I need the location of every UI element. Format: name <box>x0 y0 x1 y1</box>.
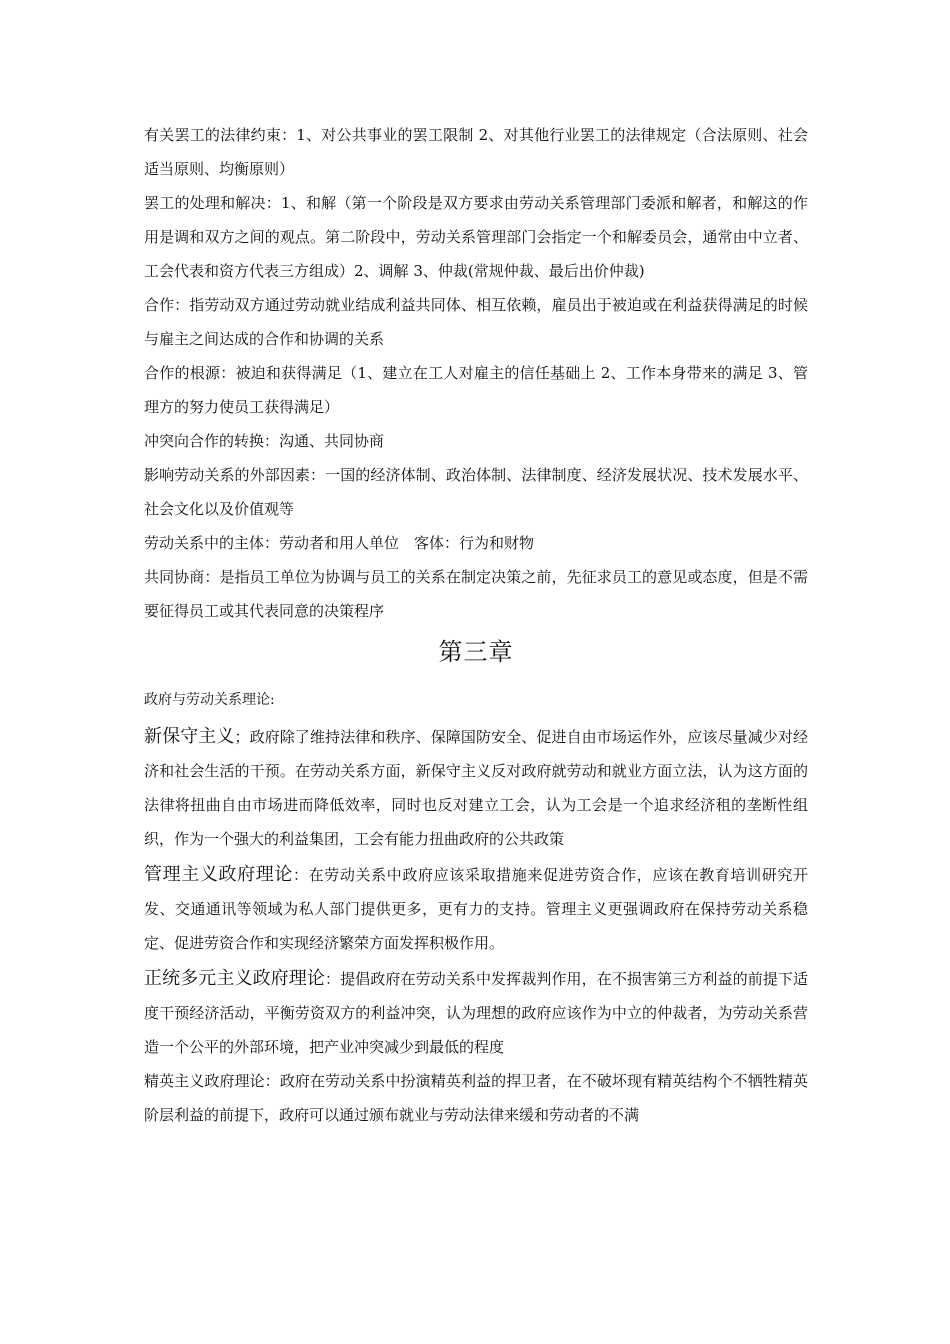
paragraph-subjects: 劳动关系中的主体：劳动者和用人单位 客体：行为和财物 <box>144 534 535 552</box>
paragraph-strike-law: 有关罢工的法律约束：1、对公共事业的罢工限制 2、对其他行业罢工的法律规定（合法原则、社会适当原则、均衡原则） <box>144 126 808 178</box>
paragraph-external-factors: 影响劳动关系的外部因素：一国的经济体制、政治体制、法律制度、经济发展状况、技术发展水平、社会文化以及价值观等 <box>144 466 808 518</box>
text-managerialism: ：在劳动关系中政府应该采取措施来促进劳资合作，应该在教育培训研究开发、交通通讯等领域为私人部门提供更多，更有力的支持。管理主义更强调政府在保持劳动关系稳定、促进劳资合作和实现经济繁荣方面发挥积极作用。 <box>144 866 808 952</box>
chapter-title: 第三章 <box>438 638 514 666</box>
paragraph-orthodox-pluralism <box>144 962 808 1064</box>
text-orthodox-pluralism: ：提倡政府在劳动关系中发挥裁判作用，在不损害第三方利益的前提下适度干预经济活动，平衡劳资双方的利益冲突，认为理想的政府应该作为中立的仲裁者，为劳动关系营造一个公平的外部环境，把产业冲突减少到最低的程度 <box>144 970 809 1056</box>
text-neo-conservatism: ；政府除了维持法律和秩序、保障国防安全、促进自由市场运作外，应该尽量减少对经济和社会生活的干预。在劳动关系方面，新保守主义反对政府就劳动和就业方面立法，认为这方面的法律将扭曲自由市场进而降低效率，同时也反对建立工会，认为工会是一个追求经济租的垄断性组织，作为一个强大的利益集团，工会有能力扭曲政府的公共政策 <box>144 728 808 848</box>
term-orthodox-pluralism: 正统多元主义政府理论 <box>144 968 325 989</box>
paragraph-cooperation: 合作：指劳动双方通过劳动就业结成利益共同体、相互依赖，雇员出于被迫或在利益获得满足的时候与雇主之间达成的合作和协调的关系 <box>144 296 808 348</box>
paragraph-cooperation-roots: 合作的根源：被迫和获得满足（1、建立在工人对雇主的信任基础上 2、工作本身带来的满足 3、管理方的努力使员工获得满足） <box>144 364 808 416</box>
paragraph-neo-conservatism <box>144 720 808 856</box>
page-content <box>144 118 808 1132</box>
paragraph-joint-consult: 共同协商：是指员工单位为协调与员工的关系在制定决策之前，先征求员工的意见或态度，但是不需要征得员工或其代表同意的决策程序 <box>144 568 808 620</box>
paragraph-elitism <box>144 1064 808 1132</box>
text-elitism: 精英主义政府理论：政府在劳动关系中扮演精英利益的捍卫者，在不破坏现有精英结构个不牺牲精英阶层利益的前提下，政府可以通过颁布就业与劳动法律来缓和劳动者的不满 <box>144 1072 808 1124</box>
term-neo-conservatism: 新保守主义 <box>144 726 235 747</box>
term-managerialism: 管理主义政府理论 <box>144 864 293 885</box>
section-subtitle: 政府与劳动关系理论: <box>144 692 275 708</box>
paragraph-strike-resolve: 罢工的处理和解决：1、和解（第一个阶段是双方要求由劳动关系管理部门委派和解者，和解这的作用是调和双方之间的观点。第二阶段中，劳动关系管理部门会指定一个和解委员会，通常由中立者、工会代表和资方代表三方组成）2、调解 3、仲裁(常规仲裁、最后出价仲裁) <box>144 194 808 280</box>
paragraph-conflict-transform: 冲突向合作的转换：沟通、共同协商 <box>144 432 385 450</box>
paragraph-managerialism <box>144 858 808 960</box>
